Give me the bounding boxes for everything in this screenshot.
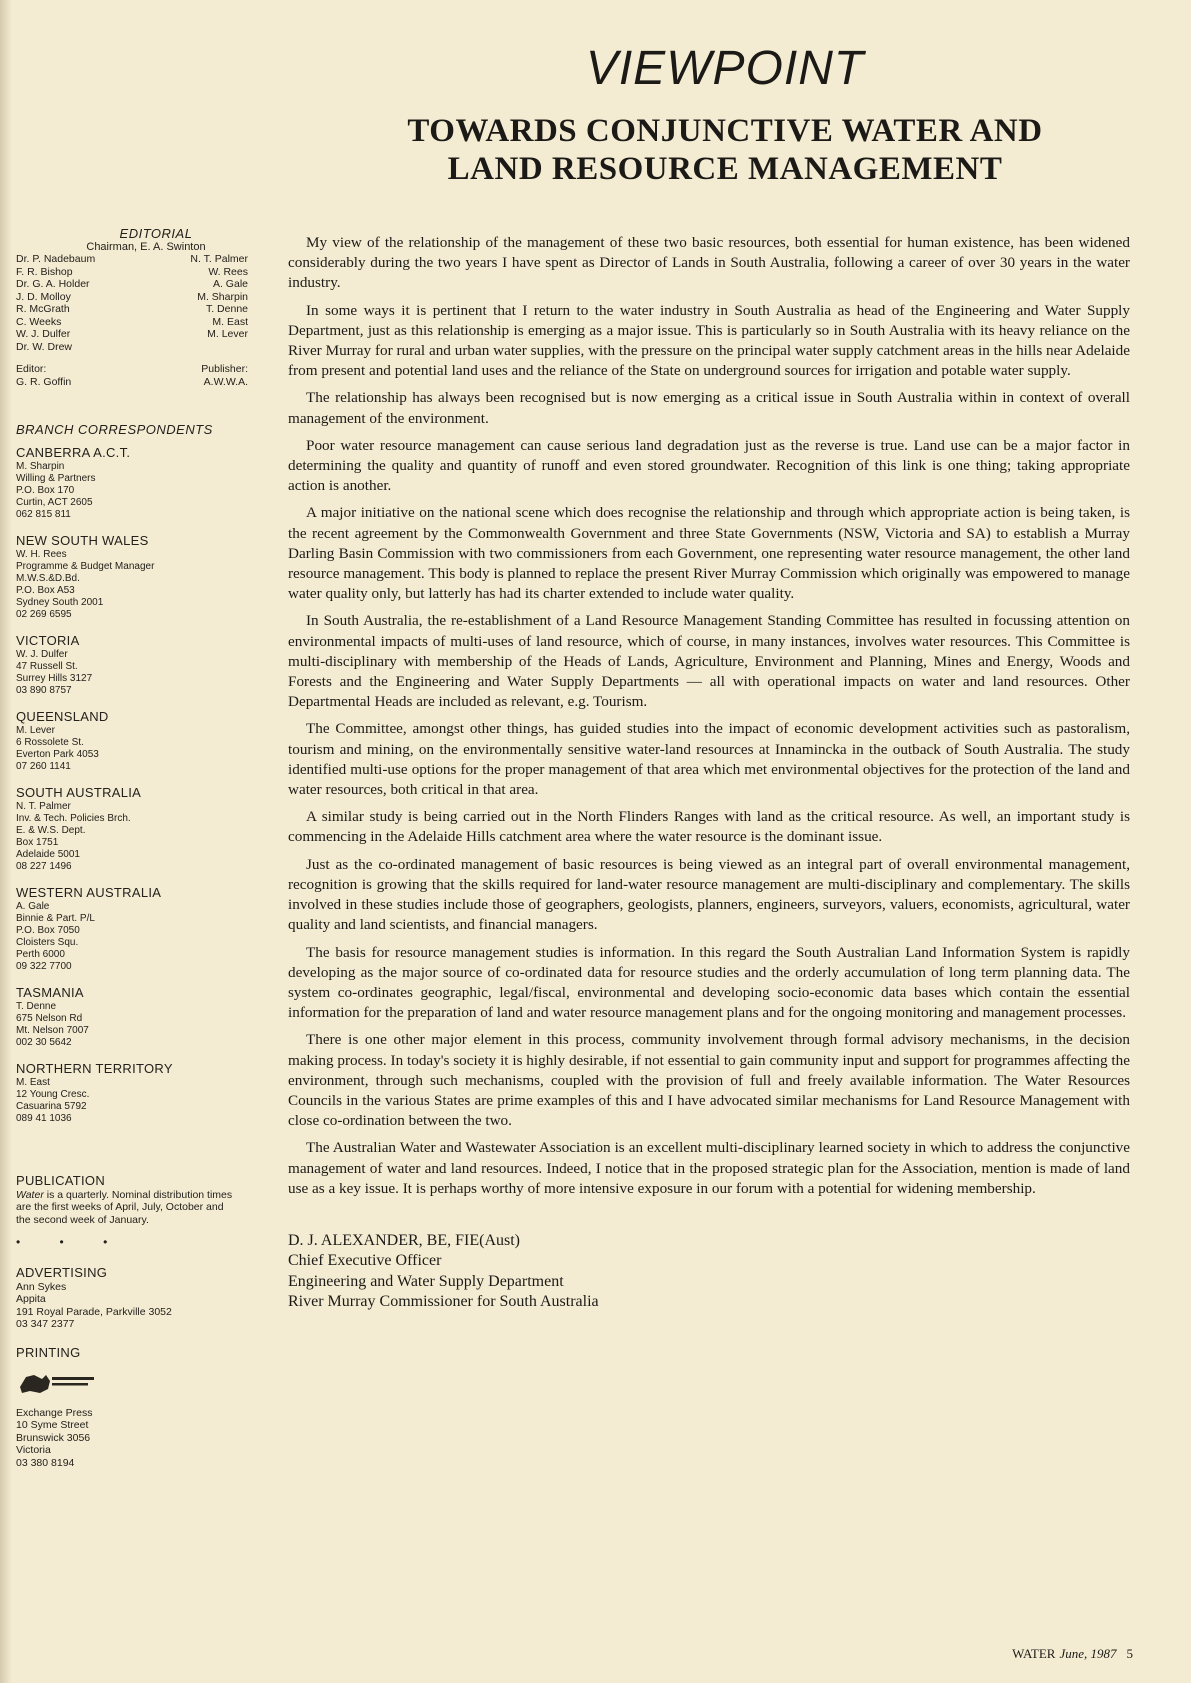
- contact-line: 002 30 5642: [16, 1036, 72, 1048]
- chairman-line: Chairman, E. A. Swinton: [86, 240, 206, 253]
- member-name: M. Lever: [207, 328, 248, 340]
- journal-name: WATER: [1012, 1646, 1056, 1661]
- contact-line: N. T. Palmer: [16, 800, 71, 812]
- member-name: N. T. Palmer: [190, 253, 248, 265]
- printing-heading: PRINTING: [16, 1344, 81, 1360]
- member-name: Dr. W. Drew: [16, 340, 73, 353]
- editor-label: Editor:: [16, 363, 47, 375]
- member-name: Dr. P. Nadebaum: [16, 253, 96, 265]
- editor-name: G. R. Goffin: [16, 375, 72, 388]
- article-paragraph: The basis for resource management studies is information. In this regard the South Australian Land Information System is rapidly developing as the major source of co-ordinated data for resource studies and the orderly accumulation of long term planning data. The system co-ordinates geographic, legal/fiscal, environmental and developing socio-economic data bases which contain the essential information for the preparation of land and water resource management plans and for the ongoing monitoring and management processes.: [288, 943, 1130, 1022]
- branch-tasmania: [16, 985, 256, 1049]
- contact-line: T. Denne: [16, 1000, 57, 1012]
- contact-line: Sydney South 2001: [16, 596, 104, 608]
- author-title: River Murray Commissioner for South Australia: [288, 1293, 599, 1311]
- member-name: M. East: [212, 315, 248, 328]
- editorial-heading: EDITORIAL: [119, 226, 193, 241]
- author-title: Engineering and Water Supply Department: [288, 1272, 564, 1290]
- headline-line-1: TOWARDS CONJUNCTIVE WATER AND: [407, 113, 1043, 149]
- author-name: D. J. ALEXANDER, BE, FIE(Aust): [288, 1231, 520, 1249]
- member-name: Dr. G. A. Holder: [16, 278, 90, 290]
- contact-line: P.O. Box 7050: [16, 924, 80, 936]
- region-name: SOUTH AUSTRALIA: [16, 784, 142, 800]
- region-name: QUEENSLAND: [16, 708, 109, 724]
- contact-line: Exchange Press: [16, 1406, 93, 1419]
- contact-line: Casuarina 5792: [16, 1100, 87, 1112]
- contact-line: W. H. Rees: [16, 548, 67, 560]
- article-headline: [290, 113, 1160, 189]
- printer-contact: [16, 1407, 256, 1470]
- branch-western-australia: [16, 885, 256, 973]
- region-name: CANBERRA A.C.T.: [16, 444, 131, 460]
- contact-line: 10 Syme Street: [16, 1419, 89, 1431]
- page-footer: [1012, 1646, 1133, 1662]
- member-name: W. Rees: [208, 265, 248, 278]
- contact-line: 03 347 2377: [16, 1318, 75, 1330]
- article-paragraph: The Australian Water and Wastewater Association is an excellent multi-disciplinary learned society in which to address the conjunctive management of water and land resources. Indeed, I notice that in the proposed strategic plan for the Association, mention is made of land use as a key issue. It is perhaps worthy of more intensive exposure in our forum with a potential for widening membership.: [288, 1139, 1130, 1197]
- contact-line: 03 890 8757: [16, 684, 72, 696]
- contact-line: Brunswick 3056: [16, 1431, 91, 1444]
- contact-line: 6 Rossolete St.: [16, 736, 84, 748]
- contact-line: 12 Young Cresc.: [16, 1088, 90, 1100]
- printer-logo-icon: [16, 1369, 96, 1397]
- contact-line: P.O. Box 170: [16, 484, 75, 496]
- article-paragraph: The relationship has always been recognised but is now emerging as a critical issue in South Australia within in context of overall management of the environment.: [288, 389, 1130, 427]
- contact-line: 675 Nelson Rd: [16, 1012, 83, 1024]
- branch-correspondents-heading: BRANCH CORRESPONDENTS: [16, 422, 213, 437]
- publication-body: is a quarterly. Nominal distribution times are the first weeks of April, July, October and the second week of January.: [16, 1188, 233, 1226]
- contact-line: Adelaide 5001: [16, 848, 80, 860]
- contact-line: Inv. & Tech. Policies Brch.: [16, 812, 131, 824]
- sidebar: [16, 228, 256, 1469]
- region-name: VICTORIA: [16, 632, 80, 648]
- union-printed-logo: [16, 1369, 256, 1397]
- contact-line: M.W.S.&D.Bd.: [16, 572, 80, 584]
- editor-publisher: [16, 363, 248, 388]
- article-paragraph: Poor water resource management can cause serious land degradation just as the reverse is true. Land use can be a major factor in determining the quality and quantity of runoff and even stored groundwater. Recognition of this link is one thing; taking appropriate action is another.: [288, 436, 1130, 495]
- contact-line: Everton Park 4053: [16, 748, 99, 760]
- member-name: W. J. Dulfer: [16, 328, 71, 340]
- publisher-block: [201, 363, 248, 388]
- editorial-members-left: [16, 253, 95, 353]
- member-name: F. R. Bishop: [16, 265, 73, 278]
- article-paragraph: My view of the relationship of the management of these two basic resources, both essential for human existence, has been widened considerably during the two years I have spent as Director of Lands in South Australia, following a career of over 30 years in the water industry.: [288, 234, 1130, 292]
- member-name: M. Sharpin: [197, 290, 248, 303]
- article-body: [288, 233, 1130, 1313]
- binding-shadow: [0, 0, 12, 1683]
- separator-dots: • • •: [16, 1235, 126, 1249]
- contact-line: M. East: [16, 1076, 50, 1088]
- branch-canberra: [16, 445, 256, 521]
- publisher-name: A.W.W.A.: [203, 375, 248, 388]
- article-paragraph: The Committee, amongst other things, has guided studies into the impact of economic development activities such as pastoralism, tourism and mining, on the environmentally sensitive water-land resources at Innamincka in the outback of South Australia. The study identified multi-use options for the proper management of that area which met environmental objectives for the protection of the land and water resources, both critical in that area.: [288, 720, 1130, 799]
- author-signature: [288, 1231, 1130, 1313]
- contact-line: 03 380 8194: [16, 1456, 75, 1469]
- branch-south-australia: [16, 785, 256, 873]
- editorial-members: [16, 253, 248, 353]
- region-name: TASMANIA: [16, 984, 84, 1000]
- publication-heading: PUBLICATION: [16, 1172, 106, 1188]
- advertising-heading: ADVERTISING: [16, 1264, 108, 1280]
- editor-block: [16, 363, 71, 388]
- masthead: [290, 42, 1160, 189]
- contact-line: P.O. Box A53: [16, 584, 75, 596]
- contact-line: 089 41 1036: [16, 1112, 72, 1124]
- contact-line: E. & W.S. Dept.: [16, 824, 86, 836]
- article-paragraph: In some ways it is pertinent that I return to the water industry in South Australia as head of the Engineering and Water Supply Department, just as this relationship is emerging as a major issue. This is particularly so in South Australia with its heavy reliance on the River Murray for rural and urban water supplies, with the pressure on the principal water supply catchment areas in the hills near Adelaide from present and potential land uses and the reliance of the State on underground sources for irrigation and potable water supply.: [288, 301, 1130, 380]
- contact-line: Binnie & Part. P/L: [16, 912, 95, 924]
- contact-line: Victoria: [16, 1444, 51, 1456]
- contact-line: Surrey Hills 3127: [16, 672, 93, 684]
- editorial-members-right: [190, 253, 248, 353]
- article-paragraph: A similar study is being carried out in the North Flinders Ranges with land as the critical resource. As well, an important study is commencing in the Adelaide Hills catchment area where the water resource is the dominant issue.: [288, 808, 1130, 846]
- branch-queensland: [16, 709, 256, 773]
- branch-northern-territory: [16, 1061, 256, 1125]
- contact-line: A. Gale: [16, 900, 50, 912]
- page-number: 5: [1126, 1646, 1133, 1661]
- article-paragraph: A major initiative on the national scene which does recognise the relationship and through which appropriate action is being taken, is the recent agreement by the Commonwealth Government and three State Governments (NSW, Victoria and SA) to establish a Murray Darling Basin Commission with two commissioners from each Government, one representing water resource management, the other land resource management. This body is planned to replace the present River Murray Commission which originally was empowered to manage water quality only, but latterly has had its charter extended to include water quality.: [288, 504, 1130, 603]
- author-title: Chief Executive Officer: [288, 1252, 442, 1270]
- advertising-contact: [16, 1281, 256, 1331]
- member-name: A. Gale: [212, 278, 248, 290]
- member-name: T. Denne: [205, 303, 248, 315]
- contact-line: 09 322 7700: [16, 960, 72, 972]
- contact-line: Ann Sykes: [16, 1280, 67, 1293]
- publication-title: Water: [16, 1188, 44, 1201]
- contact-line: Cloisters Squ.: [16, 936, 79, 948]
- contact-line: 02 269 6595: [16, 608, 72, 620]
- issue-date: June, 1987: [1059, 1646, 1117, 1661]
- contact-line: Appita: [16, 1293, 46, 1305]
- contact-line: 08 227 1496: [16, 860, 72, 872]
- contact-line: Mt. Nelson 7007: [16, 1024, 89, 1036]
- contact-line: Programme & Budget Manager: [16, 560, 155, 572]
- article-paragraph: Just as the co-ordinated management of basic resources is being viewed as an integral part of overall environmental management, recognition is growing that the skills required for land-water resource management are multi-disciplinary and complementary. The skills involved in these studies include those of geographers, geologists, planners, engineers, surveyors, valuers, economists, agricultural, water quality and land scientists, and financial managers.: [288, 855, 1130, 934]
- section-label: VIEWPOINT: [585, 42, 865, 95]
- article-paragraph: There is one other major element in this process, community involvement through formal advisory mechanisms, in the decision making process. In today's society it is highly desirable, if not essential to gain community input and support for programmes affecting the environment, through such mechanisms, coupled with the provision of full and freely available information. The Water Resources Councils in the various States are prime examples of this and I have advocated similar mechanisms for Land Resource Management with close co-ordination between the two.: [288, 1031, 1130, 1130]
- member-name: J. D. Molloy: [16, 290, 71, 303]
- branch-victoria: [16, 633, 256, 697]
- article-paragraph: In South Australia, the re-establishment of a Land Resource Management Standing Committee has resulted in focussing attention on environmental impacts of multi-uses of land resource, which of course, in many instances, involves water resources. This Committee is multi-disciplinary with membership of the Heads of Lands, Agriculture, Environment and Planning, Mines and Energy, Woods and Forests and the Engineering and Water Supply Departments — all with operational impacts on water and land resources. Other Departmental Heads are included as relevant, e.g. Tourism.: [288, 612, 1130, 711]
- branch-nsw: [16, 533, 256, 621]
- publisher-label: Publisher:: [201, 363, 248, 375]
- member-name: C. Weeks: [16, 315, 62, 328]
- contact-line: Box 1751: [16, 836, 59, 848]
- region-name: NORTHERN TERRITORY: [16, 1060, 173, 1076]
- region-name: NEW SOUTH WALES: [16, 532, 149, 548]
- contact-line: Willing & Partners: [16, 472, 96, 484]
- region-name: WESTERN AUSTRALIA: [16, 884, 162, 900]
- member-name: R. McGrath: [16, 303, 70, 315]
- contact-line: M. Lever: [16, 724, 55, 736]
- contact-line: M. Sharpin: [16, 460, 65, 472]
- publication-text: [16, 1189, 236, 1227]
- contact-line: 47 Russell St.: [16, 660, 78, 672]
- contact-line: 191 Royal Parade, Parkville 3052: [16, 1305, 172, 1318]
- contact-line: W. J. Dulfer: [16, 648, 68, 660]
- contact-line: 062 815 811: [16, 508, 71, 520]
- contact-line: Curtin, ACT 2605: [16, 496, 93, 508]
- contact-line: 07 260 1141: [16, 760, 71, 772]
- headline-line-2: LAND RESOURCE MANAGEMENT: [447, 150, 1003, 187]
- contact-line: Perth 6000: [16, 948, 65, 960]
